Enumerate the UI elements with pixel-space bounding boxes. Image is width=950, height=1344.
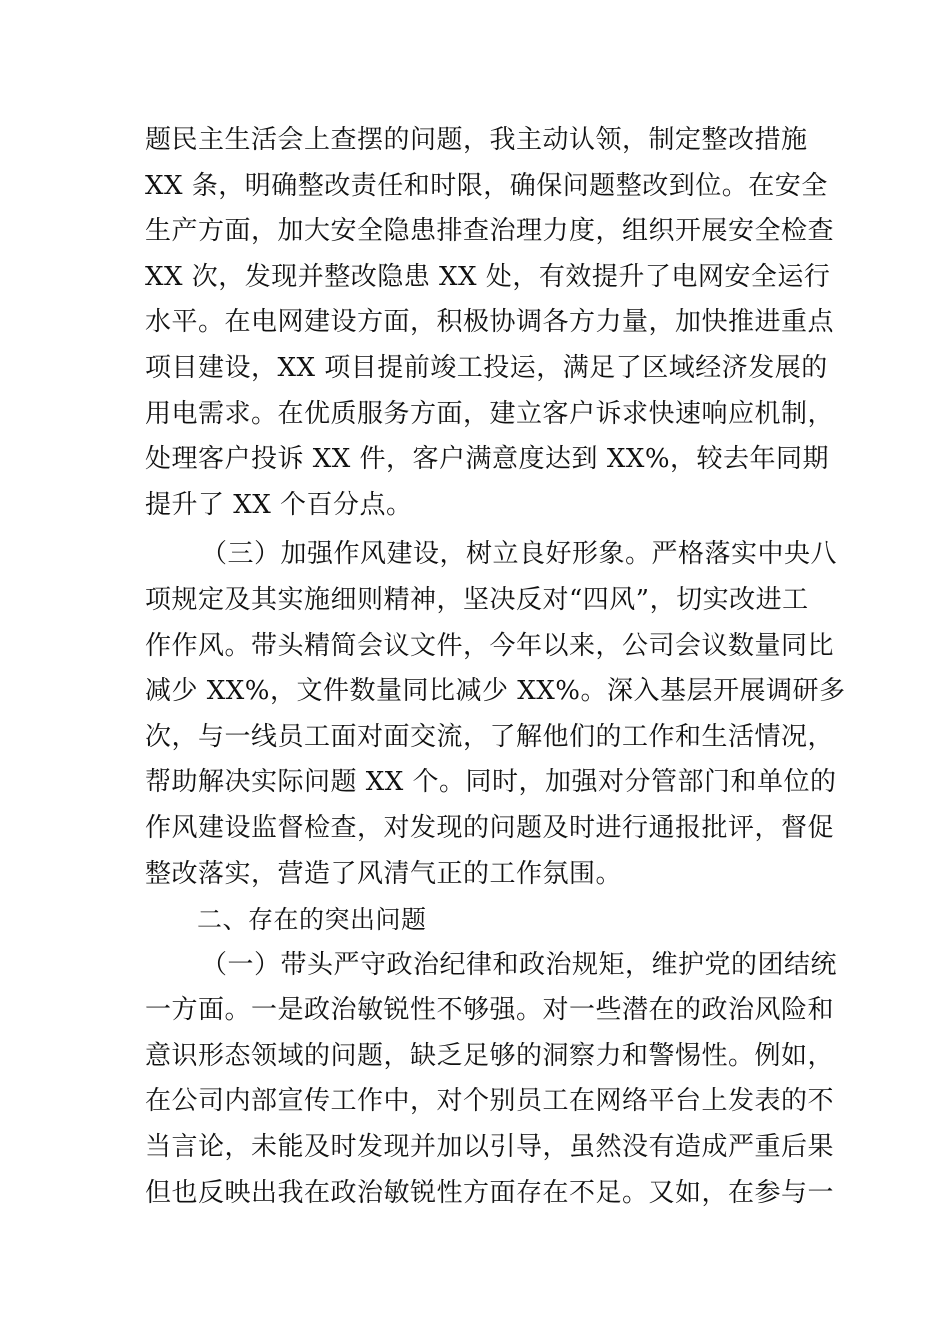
text-line: 在公司内部宣传工作中，对个别员工在网络平台上发表的不 [145, 1086, 835, 1117]
text-line: 意识形态领域的问题，缺乏足够的洞察力和警惕性。例如， [145, 1040, 835, 1071]
text-line: 减少 XX%，文件数量同比减少 XX%。深入基层开展调研多 [145, 676, 846, 707]
text-line: 整改落实，营造了风清气正的工作氛围。 [145, 858, 623, 889]
text-line: （一）带头严守政治纪律和政治规矩，维护党的团结统 [201, 949, 838, 980]
section-heading: 二、存在的突出问题 [197, 905, 427, 935]
text-line: 提升了 XX 个百分点。 [145, 489, 413, 520]
text-line: 作风建设监督检查，对发现的问题及时进行通报批评，督促 [145, 812, 835, 843]
paragraph-political-discipline [145, 943, 838, 1217]
text-line: XX 次，发现并整改隐患 XX 处，有效提升了电网安全运行 [145, 261, 831, 292]
text-line: 项规定及其实施细则精神，坚决反对“四风”，切实改进工 [145, 584, 809, 615]
text-line: 帮助解决实际问题 XX 个。同时，加强对分管部门和单位的 [145, 767, 837, 798]
text-line: 用电需求。在优质服务方面，建立客户诉求快速响应机制， [145, 398, 835, 429]
text-line: 生产方面，加大安全隐患排查治理力度，组织开展安全检查 [145, 216, 835, 247]
document-body [145, 118, 846, 1216]
text-line: 项目建设，XX 项目提前竣工投运，满足了区域经济发展的 [145, 352, 828, 383]
text-line: 水平。在电网建设方面，积极协调各方力量，加快推进重点 [145, 307, 835, 338]
text-line: 一方面。一是政治敏锐性不够强。对一些潜在的政治风险和 [145, 995, 835, 1026]
text-line: 当言论，未能及时发现并加以引导，虽然没有造成严重后果 [145, 1132, 835, 1163]
text-line: 题民主生活会上查摆的问题，我主动认领，制定整改措施 [145, 125, 808, 155]
text-line: 作作风。带头精简会议文件，今年以来，公司会议数量同比 [145, 630, 835, 661]
text-line: 但也反映出我在政治敏锐性方面存在不足。又如，在参与一 [145, 1177, 835, 1208]
text-line: XX 条，明确整改责任和时限，确保问题整改到位。在安全 [145, 170, 828, 201]
text-line: 次，与一线员工面对面交流，了解他们的工作和生活情况， [145, 721, 835, 752]
text-line: （三）加强作风建设，树立良好形象。严格落实中央八 [201, 539, 838, 570]
paragraph-work-progress [145, 118, 835, 528]
paragraph-style-building [145, 532, 846, 897]
text-line: 处理客户投诉 XX 件，客户满意度达到 XX%，较去年同期 [145, 444, 830, 475]
